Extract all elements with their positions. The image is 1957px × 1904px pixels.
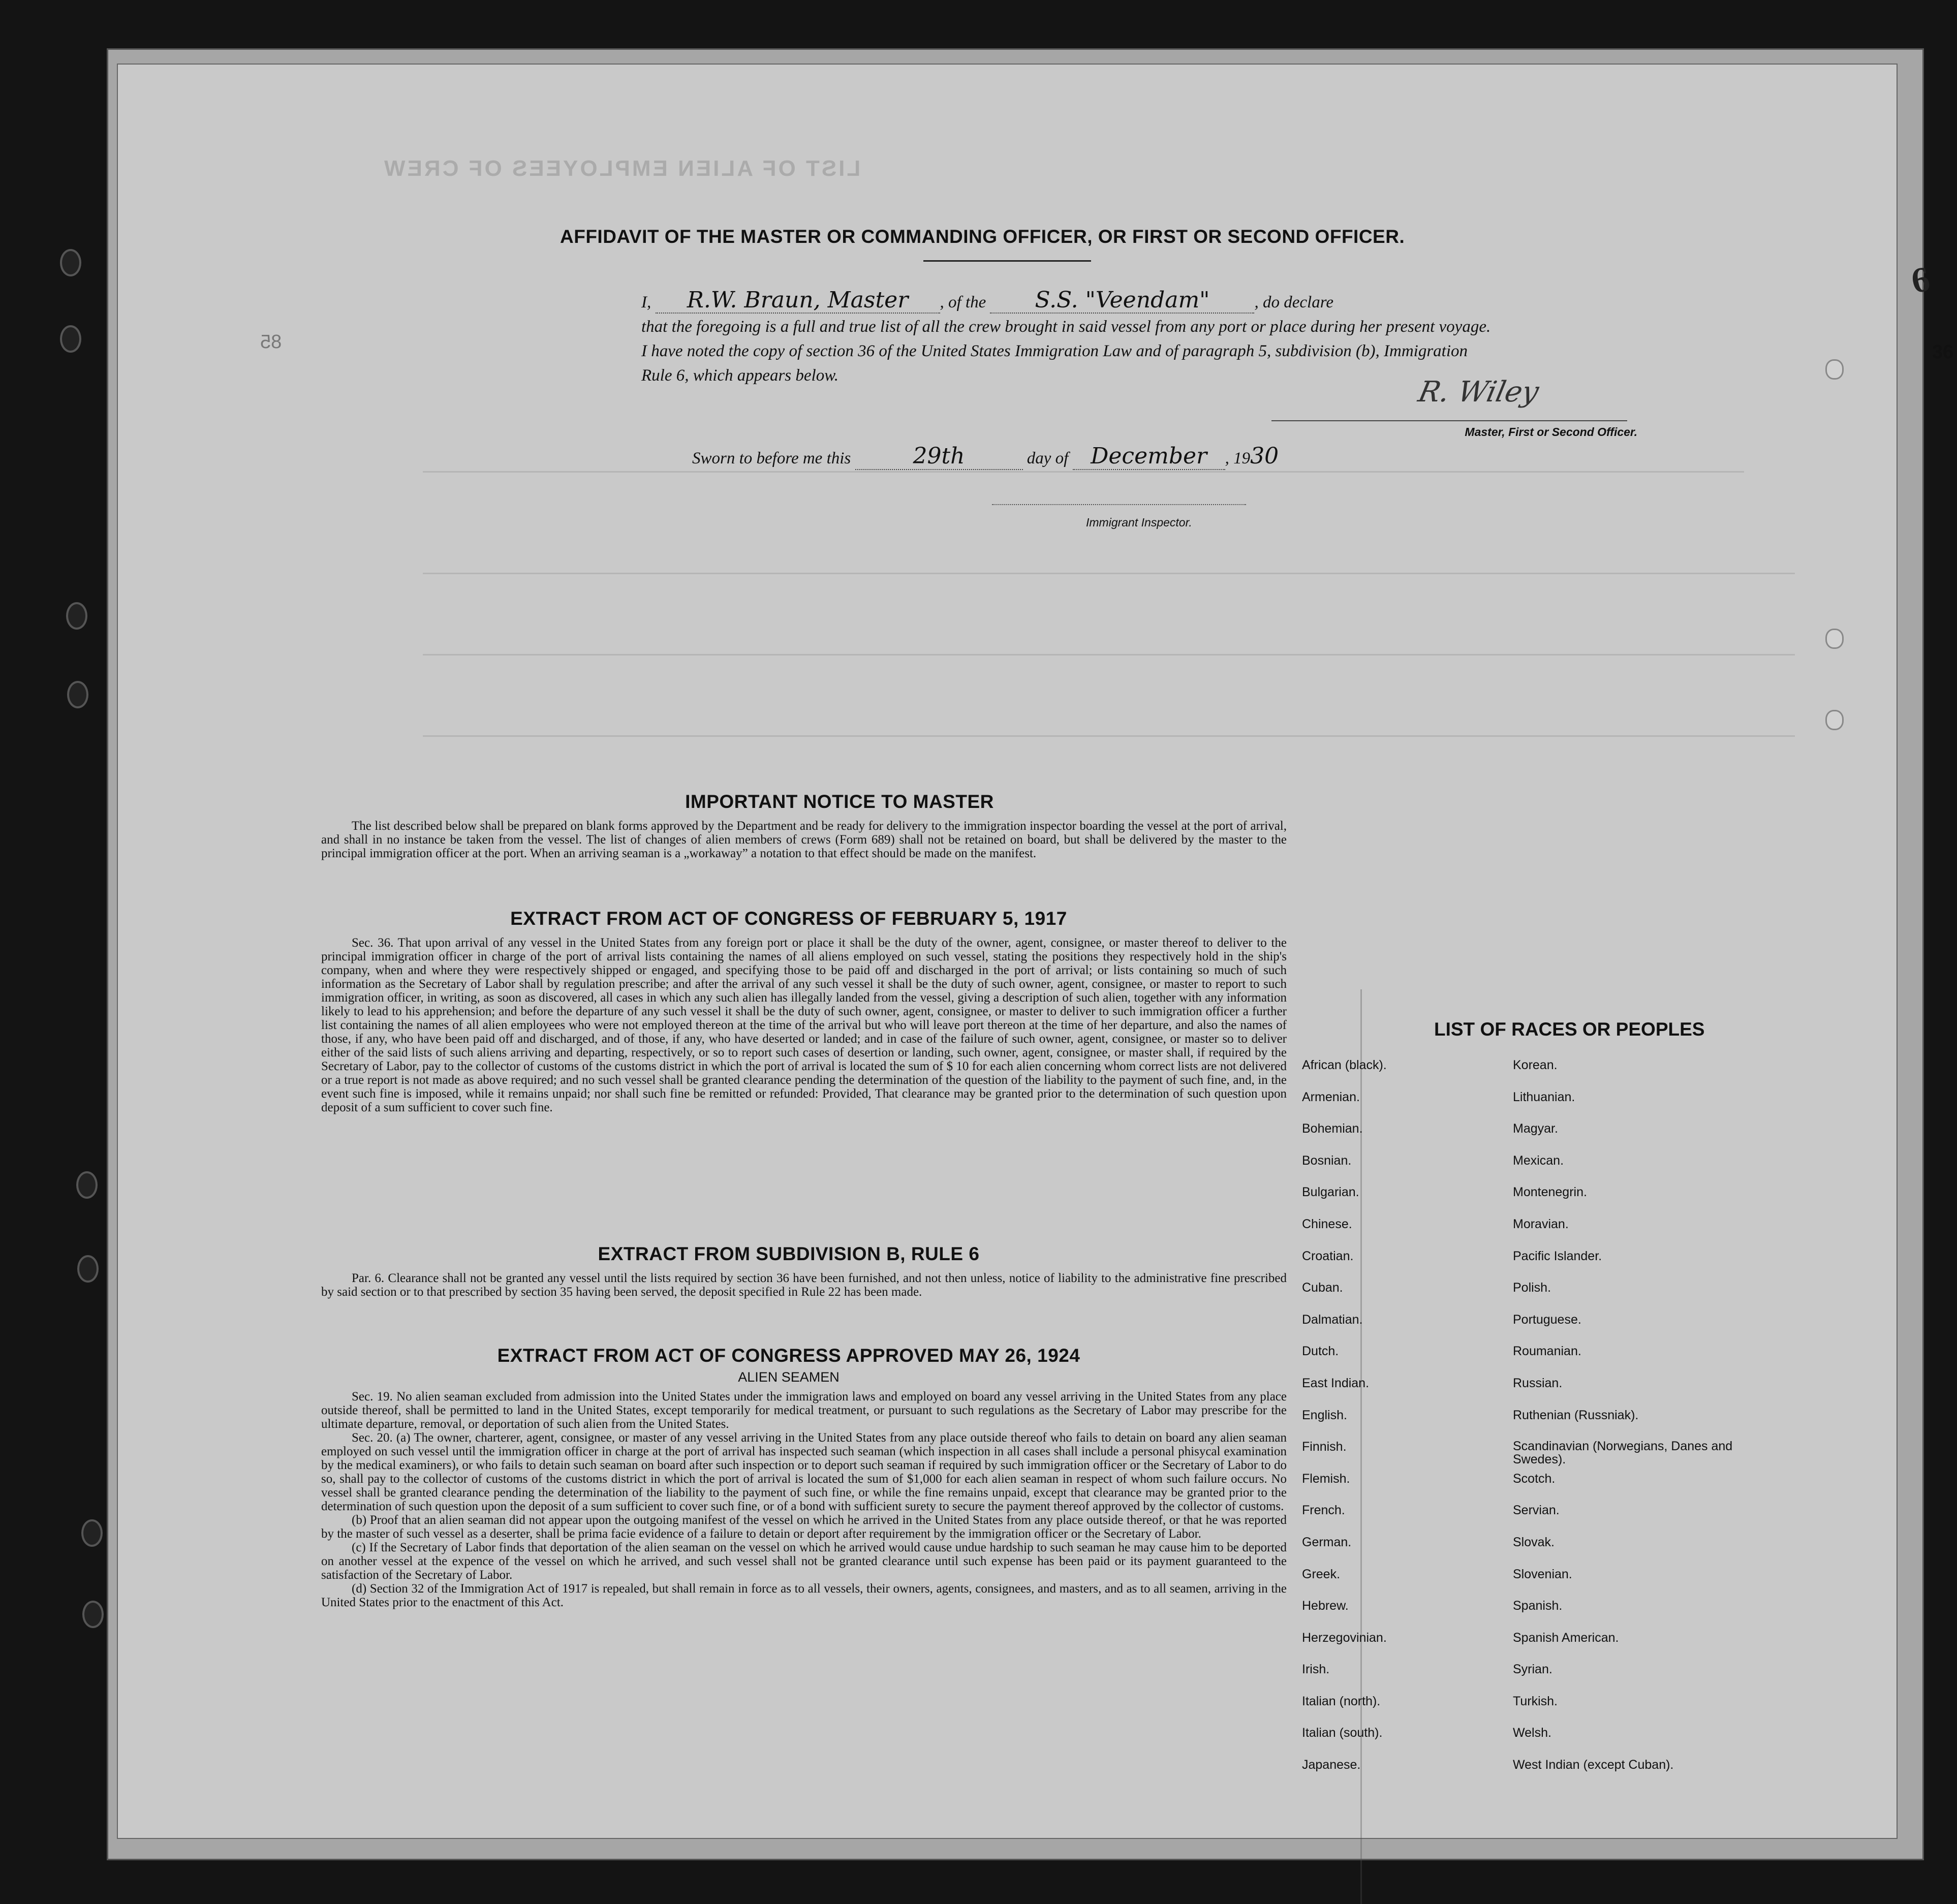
master-name-handwritten: R.W. Braun, Master — [656, 288, 940, 314]
race-item: Bohemian. — [1302, 1121, 1363, 1136]
race-item: Russian. — [1513, 1376, 1563, 1390]
race-item: Slovak. — [1513, 1535, 1555, 1549]
race-item: French. — [1302, 1503, 1345, 1518]
left-margin-number: 85 — [260, 331, 282, 353]
race-item: Armenian. — [1302, 1089, 1360, 1104]
inspector-label: Immigrant Inspector. — [1086, 516, 1192, 529]
affidavit-title: AFFIDAVIT OF THE MASTER OR COMMANDING OFFICER, OR FIRST OR SECOND OFFICER. — [560, 226, 1405, 247]
sworn-mid: day of — [1027, 449, 1069, 467]
rule-6-text — [321, 1271, 1287, 1299]
extract-1924-title: EXTRACT FROM ACT OF CONGRESS APPROVED MAY 26, 1924 — [497, 1345, 1080, 1366]
race-item: Syrian. — [1513, 1662, 1552, 1677]
section-20c-paragraph: (c) If the Secretary of Labor finds that deportation of the alien seaman on the vessel on which he arrived would cause undue hardship to such seaman he may cause him to be deported on another vessel at the expence of the vessel on which he arrived, and such vessel shall not be granted clearance until such expense has been paid or its payment guaranteed to the satisfaction of the Secretary of Labor. — [321, 1541, 1287, 1582]
sworn-month-handwritten: December — [1073, 443, 1225, 470]
race-item: Cuban. — [1302, 1281, 1343, 1295]
sworn-prefix: Sworn to before me this — [692, 449, 851, 467]
rule-6-paragraph: Par. 6. Clearance shall not be granted any vessel until the lists required by section 36 have been furnished, and not then unless, notice of liability to the administrative fine prescribed by said section or to that prescribed by section 35 having been served, the deposit specified in Rule 22 has been made. — [321, 1271, 1287, 1299]
show-through-line — [423, 735, 1795, 737]
race-item: English. — [1302, 1408, 1347, 1422]
page-number: 36 — [1932, 341, 1954, 363]
race-item: African (black). — [1302, 1058, 1387, 1072]
race-item: Slovenian. — [1513, 1567, 1572, 1581]
binding-ring — [60, 325, 81, 353]
races-right-column — [1513, 1058, 1767, 1790]
signature-line — [1271, 420, 1627, 421]
races-left-column — [1302, 1058, 1515, 1790]
binding-ring — [77, 1255, 99, 1283]
race-item: Flemish. — [1302, 1471, 1350, 1486]
sworn-day-handwritten: 29th — [855, 443, 1023, 470]
declaration-prefix: I, — [641, 293, 651, 311]
race-item: Lithuanian. — [1513, 1089, 1575, 1104]
race-item: Roumanian. — [1513, 1344, 1581, 1359]
race-item: Servian. — [1513, 1503, 1560, 1518]
show-through-text: LIST OF ALIEN EMPLOYEES OF CREW — [382, 156, 861, 181]
race-item: Dutch. — [1302, 1344, 1339, 1359]
sworn-year-prefix: , 19 — [1225, 449, 1251, 467]
race-item: Hebrew. — [1302, 1599, 1349, 1613]
declaration-line-3: I have noted the copy of section 36 of the United States Immigration Law and of paragraph 5, subdivision (b), Immigration — [641, 342, 1468, 360]
notice-title: IMPORTANT NOTICE TO MASTER — [685, 791, 994, 812]
manifest-page — [117, 64, 1954, 1839]
race-item: Italian (north). — [1302, 1694, 1381, 1708]
declaration-suffix: , do declare — [1254, 293, 1333, 311]
show-through-line — [423, 654, 1795, 656]
sworn-year-handwritten: 30 — [1250, 443, 1279, 469]
race-item: Mexican. — [1513, 1153, 1564, 1168]
race-item: Montenegrin. — [1513, 1185, 1587, 1200]
declaration-mid: , of the — [940, 293, 986, 311]
declaration — [641, 288, 1632, 388]
notice-text — [321, 819, 1287, 860]
corner-mark: 6 — [1908, 259, 1933, 301]
race-item: Portuguese. — [1513, 1312, 1581, 1327]
race-item: Chinese. — [1302, 1216, 1352, 1231]
extract-1917-text — [321, 936, 1287, 1114]
race-item: Bosnian. — [1302, 1153, 1352, 1168]
vessel-name-handwritten: S.S. "Veendam" — [990, 288, 1254, 314]
race-item: Japanese. — [1302, 1758, 1361, 1772]
sworn-statement — [692, 443, 1454, 470]
section-20a-paragraph: Sec. 20. (a) The owner, charterer, agent, consignee, or master of any vessel arriving in the United States from any place outside thereof who fails to detain on board any alien seaman employed on such vessel until the immigration officer in charge at the port of arrival has inspected such seaman (which inspection in all cases shall include a personal phisycal examination by the medical examiners), or who fails to detain such seaman on board after such inspection or to deport such seaman if required by such immigration officer or the Secretary of Labor to do so, shall pay to the collector of customs of the customs district in which the port of arrival is located the sum of $1,000 for each alien seaman in respect of whom such failure occurs. No vessel shall be granted clearance pending the determination of the liability to the payment of such fine, or while the fine remains unpaid, except that clearance may be granted prior to the determination of such question upon the deposit of a sum sufficient to cover such fine, or of a bond with sufficient surety to secure the payment thereof approved by the collector of customs. — [321, 1431, 1287, 1513]
section-19-paragraph: Sec. 19. No alien seaman excluded from admission into the United States under the immigration laws and employed on board any vessel arriving in the United States from any place outside thereof, shall be permitted to land in the United States, except temporarily for medical treatment, or pursuant to such regulations as the Secretary of Labor may prescribe for the ultimate departure, removal, or deportation of such alien from the United States. — [321, 1390, 1287, 1431]
race-item: East Indian. — [1302, 1376, 1370, 1390]
race-item: German. — [1302, 1535, 1352, 1549]
extract-1917-title: EXTRACT FROM ACT OF CONGRESS OF FEBRUARY 5, 1917 — [510, 908, 1067, 929]
binding-ring — [66, 602, 87, 630]
rule-6-title: EXTRACT FROM SUBDIVISION B, RULE 6 — [598, 1243, 980, 1264]
section-20b-paragraph: (b) Proof that an alien seaman did not appear upon the outgoing manifest of the vessel on which he arrived in the United States from any place outside thereof, or that he was reported by the master of such vessel as a deserter, shall be prima facie evidence of a failure to detain or deport after requirement by the immigration officer or the Secretary of Labor. — [321, 1513, 1287, 1541]
race-item: Turkish. — [1513, 1694, 1558, 1708]
binding-ring — [60, 249, 81, 276]
punch-hole — [1825, 710, 1844, 730]
race-item: Irish. — [1302, 1662, 1330, 1677]
inspector-line — [992, 504, 1246, 505]
race-item: Italian (south). — [1302, 1726, 1383, 1740]
race-item: Scandinavian (Norwegians, Danes and Swedes). — [1513, 1439, 1733, 1467]
declaration-line-4: Rule 6, which appears below. — [641, 366, 839, 385]
binding-ring — [81, 1519, 103, 1547]
race-item: Herzegovinian. — [1302, 1630, 1387, 1645]
race-item: Welsh. — [1513, 1726, 1551, 1740]
race-item: Polish. — [1513, 1281, 1551, 1295]
race-item: Spanish American. — [1513, 1630, 1619, 1645]
show-through-line — [423, 573, 1795, 574]
signature-label: Master, First or Second Officer. — [1465, 425, 1637, 439]
race-item: Dalmatian. — [1302, 1312, 1363, 1327]
punch-hole — [1825, 629, 1844, 649]
race-item: West Indian (except Cuban). — [1513, 1758, 1674, 1772]
race-item: Bulgarian. — [1302, 1185, 1359, 1200]
section-36-paragraph: Sec. 36. That upon arrival of any vessel in the United States from any foreign port or place it shall be the duty of the owner, agent, consignee, or master thereof to deliver to the principal immigration officer in charge of the port of arrival lists containing the names of all aliens employed on such vessel, stating the positions they respectively hold in the ship's company, when and where they were respectively shipped or engaged, and specifying those to be paid off and discharged in the port of arrival; or lists containing so much of such information as the Secretary of Labor shall by regulation prescribe; and after the arrival of any such vessel it shall be the duty of such owner, agent, consignee, or master to report to such immigration officer, in writing, as soon as discovered, all cases in which any such alien has illegally landed from the vessel, giving a description of such alien, together with any information likely to lead to his apprehension; and before the departure of any such vessel it shall be the duty of such owner, agent, consignee, or master to deliver to such immigration officer a further list containing the names of all alien employees who were not employed thereon at the time of the arrival but who will leave port thereon at the time of her departure, and also the names of those, if any, who have been paid off and discharged, and of those, if any, who have deserted or landed; and in case of the failure of such owner, agent, consignee, or master so to deliver either of the said lists of such aliens arriving and departing, respectively, or so to report such cases of desertion or landing, such owner, agent, consignee, or master shall, if required by the Secretary of Labor, pay to the collector of customs of the customs district in which the port of arrival is located the sum of $ 10 for each alien concerning whom correct lists are not delivered or a true report is not made as above required; and no such vessel shall be granted clearance pending the determination of the question of the liability to the payment of such fine, and, in the event such fine is imposed, while it remains unpaid; nor shall such fine be remitted or refunded: Provided, That clearance may be granted prior to the determination of such question upon deposit of a sum sufficient to cover such fine. — [321, 936, 1287, 1114]
declaration-line-2: that the foregoing is a full and true list of all the crew brought in said vessel from any port or place during her present voyage. — [641, 318, 1491, 336]
extract-1924-text — [321, 1390, 1287, 1609]
race-item: Moravian. — [1513, 1216, 1569, 1231]
race-item: Finnish. — [1302, 1440, 1347, 1454]
show-through-line — [423, 471, 1744, 473]
punch-hole — [1825, 359, 1844, 380]
alien-seamen-subtitle: ALIEN SEAMEN — [738, 1369, 840, 1385]
race-item: Scotch. — [1513, 1471, 1556, 1486]
race-item: Spanish. — [1513, 1599, 1563, 1613]
officer-signature: R. Wiley — [1415, 376, 1542, 409]
title-divider — [923, 260, 1091, 262]
race-item: Ruthenian (Russniak). — [1513, 1408, 1639, 1422]
binding-ring — [82, 1601, 104, 1628]
binding-ring — [76, 1171, 98, 1199]
races-title: LIST OF RACES OR PEOPLES — [1434, 1019, 1705, 1040]
notice-paragraph: The list described below shall be prepared on blank forms approved by the Department and be ready for delivery to the immigration inspector boarding the vessel at the port of arrival, and shall in no instance be taken from the vessel. The list of changes of alien members of crews (Form 689) shall not be retained on board, but shall be delivered by the master to the principal immigration officer at the port. When an arriving seaman is a „workaway” a notation to that effect should be made on the manifest. — [321, 819, 1287, 860]
race-item: Korean. — [1513, 1058, 1558, 1072]
race-item: Magyar. — [1513, 1121, 1558, 1136]
section-20d-paragraph: (d) Section 32 of the Immigration Act of 1917 is repealed, but shall remain in force as to all vessels, their owners, agents, consignees, and masters, and as to all seamen, arriving in the United States prior to the enactment of this Act. — [321, 1582, 1287, 1609]
binding-ring — [67, 681, 88, 708]
race-item: Croatian. — [1302, 1248, 1354, 1263]
race-item: Pacific Islander. — [1513, 1248, 1602, 1263]
race-item: Greek. — [1302, 1567, 1341, 1581]
